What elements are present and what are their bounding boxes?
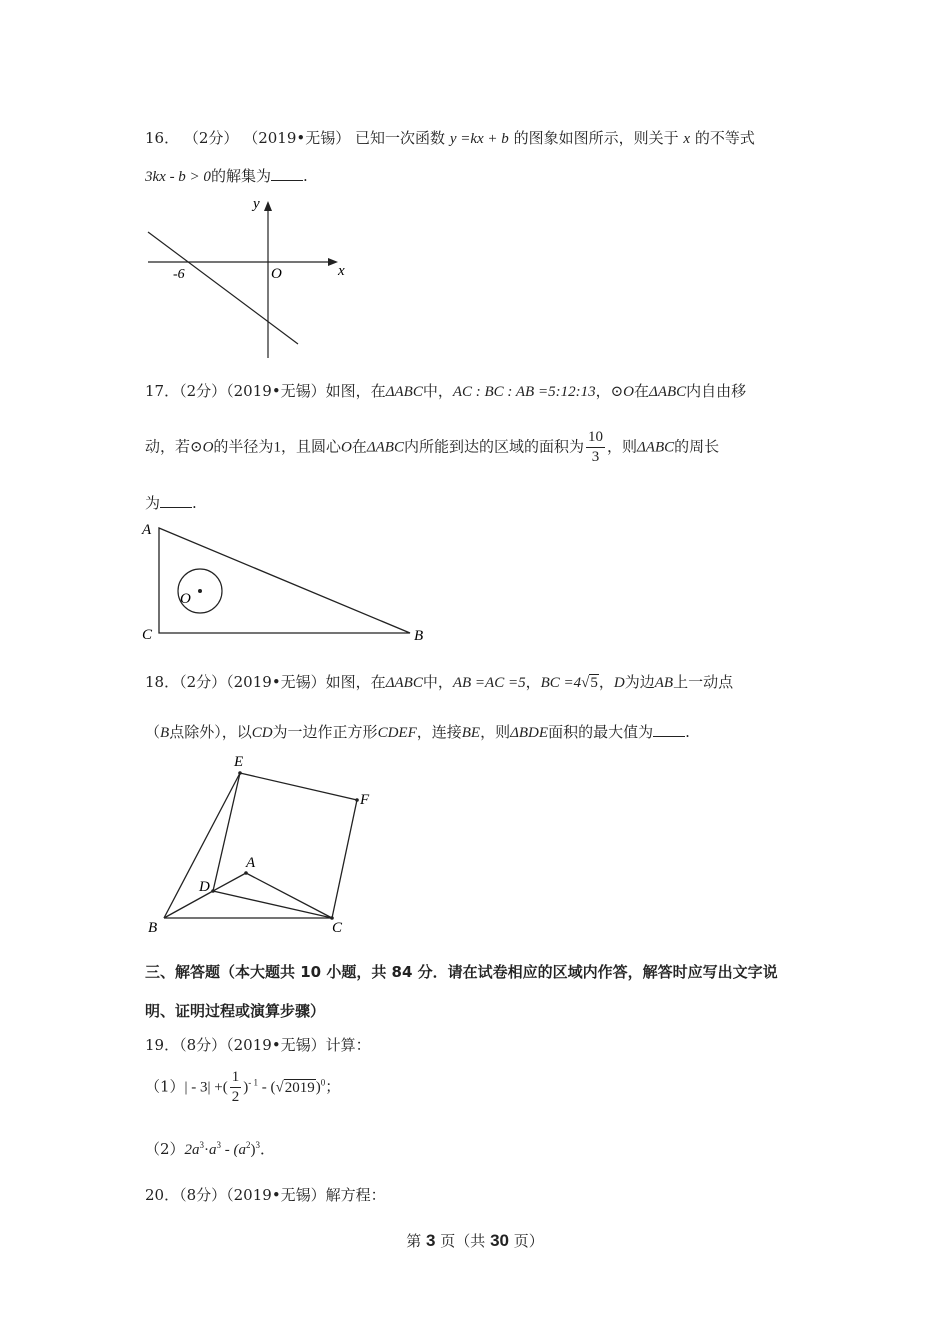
y-axis-arrow [264, 201, 272, 211]
q18-sqrt-val: 5 [590, 675, 598, 691]
answer-blank [653, 722, 685, 737]
q19-p1-d: ) [315, 1079, 321, 1096]
label-d: D [199, 879, 210, 895]
q18-score: （2分） [179, 673, 227, 691]
label-y: y [253, 196, 260, 212]
q17-tri-2: ΔABC [649, 384, 687, 400]
label-origin: O [271, 266, 282, 282]
q18-ab: AB [654, 675, 674, 691]
q16-line1 [145, 127, 755, 148]
q16-stem-c: 的不等式 [694, 129, 755, 147]
function-line [148, 232, 298, 344]
q18-comma: ， [525, 673, 541, 691]
q17-line3 [145, 492, 197, 513]
q16-stem-a: 已知一次函数 [355, 129, 446, 147]
q17-circle: ⊙O [610, 384, 635, 400]
q18-eq1: AB =AC =5 [452, 675, 526, 691]
square-cdef [213, 773, 357, 918]
q17-comma: ， [595, 382, 611, 400]
q17-ratio: AC : BC : AB =5:12:13 [452, 384, 596, 400]
center-dot [198, 589, 202, 593]
q18-figure [140, 748, 390, 940]
label-c: C [142, 627, 153, 643]
q19-p2-label: （2） [145, 1140, 185, 1158]
q18-line1 [145, 671, 733, 692]
label-c: C [332, 920, 343, 936]
q19-p1-sqrt: 2019 [284, 1079, 315, 1096]
q19-p1-exp2: 0 [320, 1077, 326, 1088]
label-e: E [234, 754, 244, 770]
segment-da [213, 873, 246, 891]
q18-d: D [613, 675, 625, 691]
q17-line2-d: 在 [351, 437, 367, 456]
q19-p1-a: | - 3| +( [184, 1079, 228, 1096]
q18-line2-d: ，连接 [416, 723, 462, 741]
q17-frac-num: 10 [586, 430, 605, 448]
q17-line1 [145, 380, 746, 401]
q16-var-x: x [683, 131, 691, 147]
q17-tri-3: ΔABC [366, 439, 404, 456]
q16-inequality: 3kx - b > 0 [145, 169, 211, 185]
q19-stem: 计算： [325, 1036, 371, 1054]
footer-page: 3 [426, 1231, 436, 1250]
q18-source: （2019•无锡） [226, 673, 326, 691]
q17-line2 [145, 430, 719, 465]
answer-blank [271, 166, 303, 181]
q19-p2-dot: · [204, 1142, 210, 1158]
q20-source: （2019•无锡） [226, 1186, 326, 1204]
q18-bde: ΔBDE [510, 725, 549, 741]
segment-be [164, 773, 240, 918]
point-f [355, 798, 359, 802]
q19-p1-label: （1） [145, 1077, 185, 1096]
q19-p2-e2: 3 [216, 1140, 222, 1150]
footer-suffix: 页） [513, 1232, 544, 1250]
q16-stem-d: 的解集为 [210, 167, 271, 185]
q18-bc: BC =4 [540, 675, 582, 691]
segment-ac [246, 873, 332, 918]
q16-line2 [145, 165, 308, 186]
label-x: x [338, 263, 345, 279]
q17-stem-c: 在 [634, 382, 650, 400]
q18-stem-d: 上一动点 [673, 673, 734, 691]
q18-stem-b: 中， [422, 673, 453, 691]
q18-sqrt-sign: √ [581, 675, 590, 691]
q16-func: y =kx + b [449, 131, 509, 147]
q19-number: 19． [145, 1036, 180, 1054]
answer-blank [160, 493, 192, 508]
q20-line1 [145, 1184, 386, 1205]
q18-number: 18． [145, 673, 180, 691]
q19-p1-den: 2 [231, 1089, 240, 1105]
q18-b: B [160, 725, 170, 741]
q17-source: （2019•无锡） [226, 382, 326, 400]
q17-circle-2: ⊙O [190, 439, 214, 456]
q16-number: 16． [145, 129, 180, 147]
q16-score: （2分） [183, 129, 239, 147]
point-a [244, 871, 248, 875]
q19-p2-e1: 3 [199, 1140, 205, 1150]
section3-line1: 三、解答题（本大题共 10 小题，共 84 分．请在试卷相应的区域内作答，解答时应写出文字说 [145, 963, 778, 981]
q20-score: （8分） [179, 1186, 227, 1204]
label-o: O [180, 591, 191, 607]
q17-figure [138, 516, 438, 646]
q17-stem-d: 内自由移 [686, 382, 747, 400]
q17-line2-b: 的半径为 [213, 437, 274, 456]
q18-stem-a: 如图，在 [325, 673, 386, 691]
q17-line2-f: ，则 [606, 437, 637, 456]
q17-line2-e: 内所能到达的区域的面积为 [403, 437, 584, 456]
q19-p1-end: ； [325, 1077, 341, 1096]
q19-p2-e4: 3 [255, 1140, 261, 1150]
q18-line2-b: 点除外），以 [169, 723, 252, 741]
q18-be: BE [461, 725, 481, 741]
q19-p1-sqrt-sign: √ [275, 1079, 284, 1096]
q17-period: . [192, 494, 197, 512]
page-footer [0, 1230, 950, 1251]
q18-comma-2: ， [598, 673, 614, 691]
q19-p2-end: ． [260, 1140, 276, 1158]
label-b: B [148, 920, 158, 936]
section3-line2: 明、证明过程或演算步骤） [145, 1002, 326, 1020]
q18-line2-c: 为一边作正方形 [272, 723, 378, 741]
q19-p1-c: - ( [258, 1079, 276, 1096]
q17-line2-g: 的周长 [674, 437, 720, 456]
q17-number: 17． [145, 382, 180, 400]
q18-line2-e: ，则 [480, 723, 511, 741]
q17-tri-4: ΔABC [636, 439, 675, 456]
q20-number: 20． [145, 1186, 180, 1204]
q17-fraction [586, 430, 605, 465]
label-a: A [246, 855, 256, 871]
q19-line1 [145, 1034, 371, 1055]
q17-frac-den: 3 [591, 449, 600, 465]
q17-line2-c: ，且圆心 [280, 437, 341, 456]
q19-p1-fraction [230, 1070, 242, 1105]
q18-cd: CD [251, 725, 273, 741]
label-neg6: -6 [173, 267, 185, 282]
point-d [211, 889, 215, 893]
point-e [238, 771, 242, 775]
q18-stem-c: 为边 [624, 673, 655, 691]
q17-radius: 1 [273, 439, 281, 456]
q19-part1 [145, 1070, 340, 1105]
q19-p1-num: 1 [230, 1070, 242, 1088]
label-b: B [414, 628, 424, 644]
q16-stem-b: 的图象如图所示，则关于 [513, 129, 679, 147]
q19-p2-a: 2a [184, 1142, 200, 1158]
q17-tri: ΔABC [385, 384, 423, 400]
q17-stem-b: 中， [422, 382, 453, 400]
q16-period: . [302, 167, 308, 185]
q19-p2-c: - (a [221, 1142, 247, 1158]
q18-line2 [145, 721, 690, 742]
q19-score: （8分） [179, 1036, 227, 1054]
footer-mid: 页（共 [440, 1232, 486, 1250]
footer-prefix: 第 [406, 1232, 422, 1250]
q19-part2 [145, 1138, 275, 1159]
triangle-abc [159, 528, 410, 633]
q18-line2-a: （ [145, 723, 161, 741]
label-a: A [142, 522, 152, 538]
x-axis-arrow [328, 258, 338, 266]
q18-tri: ΔABC [385, 675, 423, 691]
q19-source: （2019•无锡） [226, 1036, 326, 1054]
q19-p1-b: ) [243, 1079, 249, 1096]
label-f: F [360, 792, 370, 808]
q19-p2-d: ) [250, 1142, 256, 1158]
q19-p1-exp1: - 1 [248, 1077, 259, 1088]
q17-score: （2分） [179, 382, 227, 400]
footer-total: 30 [490, 1231, 509, 1250]
q17-center: O [340, 439, 352, 456]
q19-p2-e3: 2 [246, 1140, 251, 1150]
q18-line2-f: 面积的最大值为 [548, 723, 654, 741]
q16-figure [140, 192, 370, 364]
q17-stem-a: 如图，在 [325, 382, 386, 400]
q20-stem: 解方程： [325, 1186, 386, 1204]
q17-line3-text: 为 [145, 494, 161, 512]
q19-p2-b: a [209, 1142, 217, 1158]
q18-period: . [685, 723, 690, 741]
q17-line2-a: 动，若 [145, 437, 191, 456]
q18-cdef: CDEF [377, 725, 417, 741]
q16-source: （2019•无锡） [243, 129, 351, 147]
